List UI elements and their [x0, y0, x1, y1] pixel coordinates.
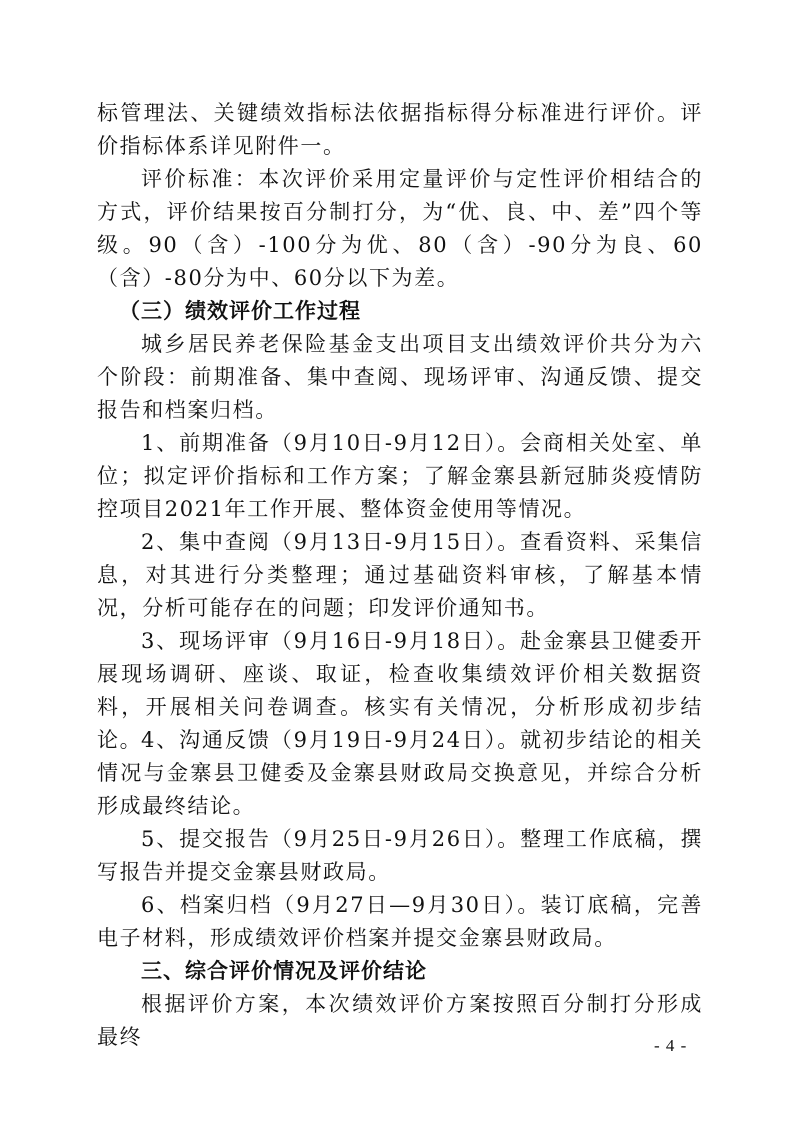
paragraph-stage-5: 5、提交报告（9月25日-9月26日）。整理工作底稿，撰写报告并提交金寨县财政局。: [97, 827, 703, 884]
paragraph-stage-4: 4、沟通反馈（9月19日-9月24日）。就初步结论的相关情况与金寨县卫健委及金寨县财政局交换意见，并综合分析形成最终结论。: [97, 728, 703, 818]
section-heading-comprehensive-evaluation: 三、综合评价情况及评价结论: [141, 959, 427, 983]
paragraph-evaluation-conclusion: 根据评价方案，本次绩效评价方案按照百分制打分形成最终: [97, 992, 703, 1049]
paragraph-stage-1: 1、前期准备（9月10日-9月12日）。会商相关处室、单位；拟定评价指标和工作方案；了解金寨县新冠肺炎疫情防控项目2021年工作开展、整体资金使用等情况。: [97, 431, 703, 521]
paragraph-indicator-method: 标管理法、关键绩效指标法依据指标得分标准进行评价。评价指标体系详见附件一。: [97, 101, 703, 158]
paragraph-evaluation-standard: 评价标准：本次评价采用定量评价与定性评价相结合的方式，评价结果按百分制打分，为“优、良、中、差”四个等级。90（含）-100分为优、80（含）-90分为良、60（含）-80分为中、60分以下为差。: [97, 167, 703, 290]
paragraph-stage-6: 6、档案归档（9月27日—9月30日）。装订底稿，完善电子材料，形成绩效评价档案并提交金寨县财政局。: [97, 893, 703, 950]
section-heading-work-process: （三）绩效评价工作过程: [119, 299, 361, 323]
page-number: - 4 -: [654, 1036, 688, 1055]
paragraph-stage-2: 2、集中查阅（9月13日-9月15日）。查看资料、采集信息，对其进行分类整理；通过基础资料审核，了解基本情况，分析可能存在的问题；印发评价通知书。: [97, 530, 703, 620]
paragraph-stage-3: 3、现场评审（9月16日-9月18日）。赴金寨县卫健委开展现场调研、座谈、取证，检查收集绩效评价相关数据资料，开展相关问卷调查。核实有关情况，分析形成初步结论。: [97, 629, 703, 752]
paragraph-stages-overview: 城乡居民养老保险基金支出项目支出绩效评价共分为六个阶段：前期准备、集中查阅、现场评审、沟通反馈、提交报告和档案归档。: [97, 332, 703, 422]
